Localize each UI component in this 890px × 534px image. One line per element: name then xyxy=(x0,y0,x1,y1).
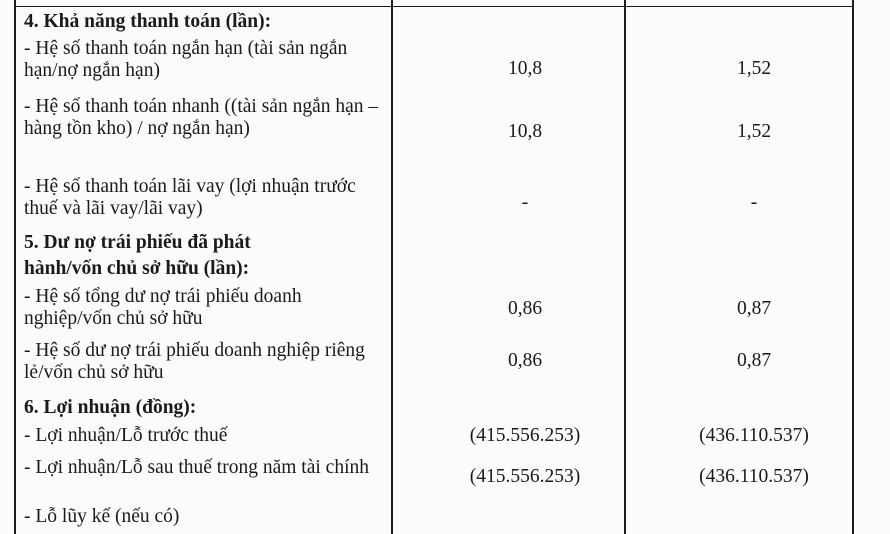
table-row-divider xyxy=(14,6,854,7)
row-value-col1: 10,8 xyxy=(507,121,543,142)
row-label: - Lỗ lũy kế (nếu có) xyxy=(24,506,180,527)
row-value-col2: 0,87 xyxy=(736,298,772,319)
row-label: - Hệ số tổng dư nợ trái phiếu doanh nghiệp/vốn chủ sở hữu xyxy=(24,286,302,329)
row-label: - Hệ số thanh toán nhanh ((tài sản ngắn hạn – hàng tồn kho) / nợ ngắn hạn) xyxy=(24,96,379,139)
section-heading: 4. Khả năng thanh toán (lần): xyxy=(24,11,272,32)
table-right-border xyxy=(852,0,854,534)
row-value-col1: - xyxy=(521,192,529,213)
table-left-border xyxy=(14,0,16,534)
section-heading: 5. Dư nợ trái phiếu đã phát hành/vốn chủ sở hữu (lần): xyxy=(24,232,251,279)
row-label: - Hệ số thanh toán lãi vay (lợi nhuận trước thuế và lãi vay/lãi vay) xyxy=(24,176,356,219)
row-value-col1: 0,86 xyxy=(507,298,543,319)
row-value-col1: (415.556.253) xyxy=(469,466,581,487)
row-value-col1: (415.556.253) xyxy=(469,425,581,446)
table-column-divider-2 xyxy=(624,0,626,534)
row-value-col2: 1,52 xyxy=(736,121,772,142)
row-value-col2: - xyxy=(750,192,758,213)
row-value-col2: (436.110.537) xyxy=(699,466,809,487)
row-label: - Hệ số thanh toán ngắn hạn (tài sản ngắn hạn/nợ ngắn hạn) xyxy=(24,38,348,81)
row-value-col1: 0,86 xyxy=(507,350,543,371)
row-value-col2: 1,52 xyxy=(736,58,772,79)
row-label: - Lợi nhuận/Lỗ sau thuế trong năm tài chính xyxy=(24,457,369,478)
row-value-col1: 10,8 xyxy=(507,58,543,79)
row-label: - Hệ số dư nợ trái phiếu doanh nghiệp riêng lẻ/vốn chủ sở hữu xyxy=(24,340,365,383)
row-value-col2: (436.110.537) xyxy=(699,425,809,446)
row-label: - Lợi nhuận/Lỗ trước thuế xyxy=(24,425,228,446)
section-heading: 6. Lợi nhuận (đồng): xyxy=(24,397,197,418)
row-value-col2: 0,87 xyxy=(736,350,772,371)
